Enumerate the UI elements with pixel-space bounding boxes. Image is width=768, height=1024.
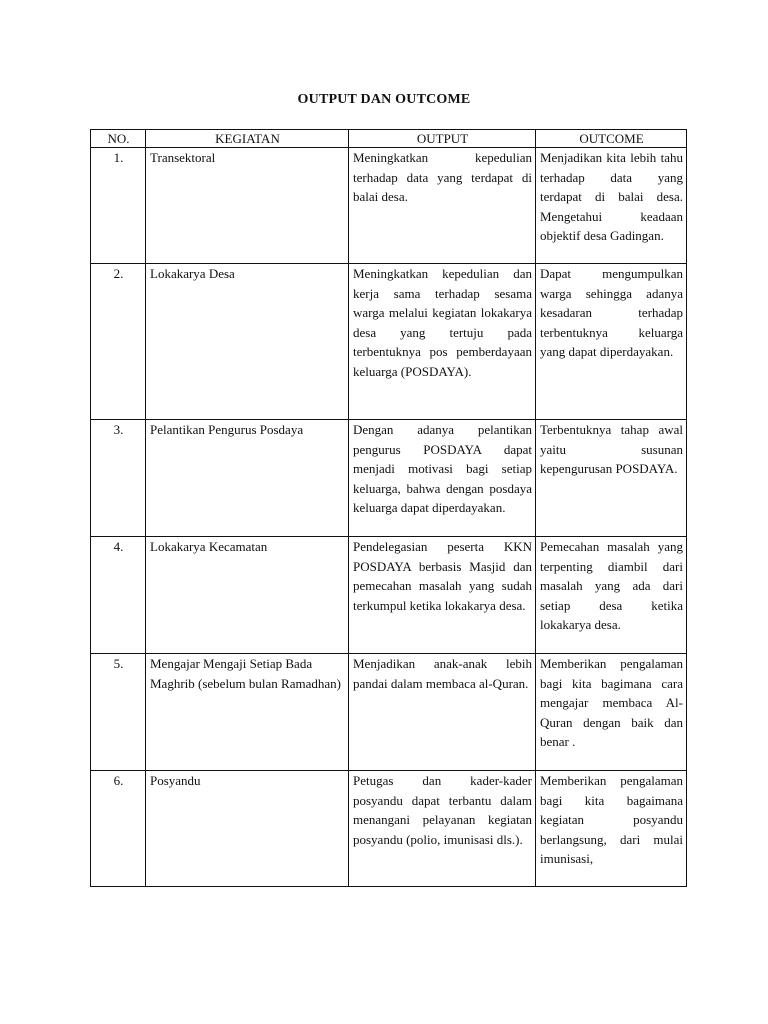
row-number: 6. [91,771,146,887]
header-outcome: OUTCOME [536,130,687,148]
row-number: 2. [91,264,146,420]
outcome-cell: Pemecahan masalah yang terpenting diambil dari masalah yang ada dari setiap desa ketika lokakarya desa. [536,537,687,654]
output-outcome-table [90,129,687,887]
output-cell: Pendelegasian peserta KKN POSDAYA berbasis Masjid dan pemecahan masalah yang sudah terkumpul ketika lokakarya desa. [349,537,536,654]
kegiatan-cell: Lokakarya Desa [146,264,349,420]
row-number: 4. [91,537,146,654]
row-number: 5. [91,654,146,771]
document-title: OUTPUT DAN OUTCOME [297,92,471,107]
kegiatan-cell: Pelantikan Pengurus Posdaya [146,420,349,537]
table-row [91,420,687,537]
output-cell: Meningkatkan kepedulian dan kerja sama terhadap sesama warga melalui kegiatan lokakarya desa yang tertuju pada terbentuknya pos pemberdayaan keluarga (POSDAYA). [349,264,536,420]
table-row [91,771,687,887]
outcome-cell: Dapat mengumpulkan warga sehingga adanya kesadaran terhadap terbentuknya keluarga yang dapat diperdayakan. [536,264,687,420]
header-kegiatan: KEGIATAN [146,130,349,148]
row-number: 3. [91,420,146,537]
table-row [91,264,687,420]
header-output: OUTPUT [349,130,536,148]
outcome-cell: Memberikan pengalaman bagi kita bagaimana kegiatan posyandu berlangsung, dari mulai imunisasi, [536,771,687,887]
outcome-cell: Menjadikan kita lebih tahu terhadap data yang terdapat di balai desa. Mengetahui keadaan objektif desa Gadingan. [536,148,687,264]
kegiatan-cell: Transektoral [146,148,349,264]
kegiatan-cell: Mengajar Mengaji Setiap Bada Maghrib (sebelum bulan Ramadhan) [146,654,349,771]
outcome-cell: Memberikan pengalaman bagi kita bagimana cara mengajar membaca Al-Quran dengan baik dan benar . [536,654,687,771]
output-cell: Dengan adanya pelantikan pengurus POSDAYA dapat menjadi motivasi bagi setiap keluarga, bahwa dengan posdaya keluarga dapat diperdayakan. [349,420,536,537]
kegiatan-cell: Posyandu [146,771,349,887]
output-cell: Menjadikan anak-anak lebih pandai dalam membaca al-Quran. [349,654,536,771]
table-row [91,148,687,264]
row-number: 1. [91,148,146,264]
outcome-cell: Terbentuknya tahap awal yaitu susunan kepengurusan POSDAYA. [536,420,687,537]
output-cell: Meningkatkan kepedulian terhadap data yang terdapat di balai desa. [349,148,536,264]
header-no: NO. [91,130,146,148]
table-row [91,654,687,771]
table-row [91,537,687,654]
table-header-row [91,130,687,148]
kegiatan-cell: Lokakarya Kecamatan [146,537,349,654]
output-cell: Petugas dan kader-kader posyandu dapat terbantu dalam menangani pelayanan kegiatan posyandu (polio, imunisasi dls.). [349,771,536,887]
